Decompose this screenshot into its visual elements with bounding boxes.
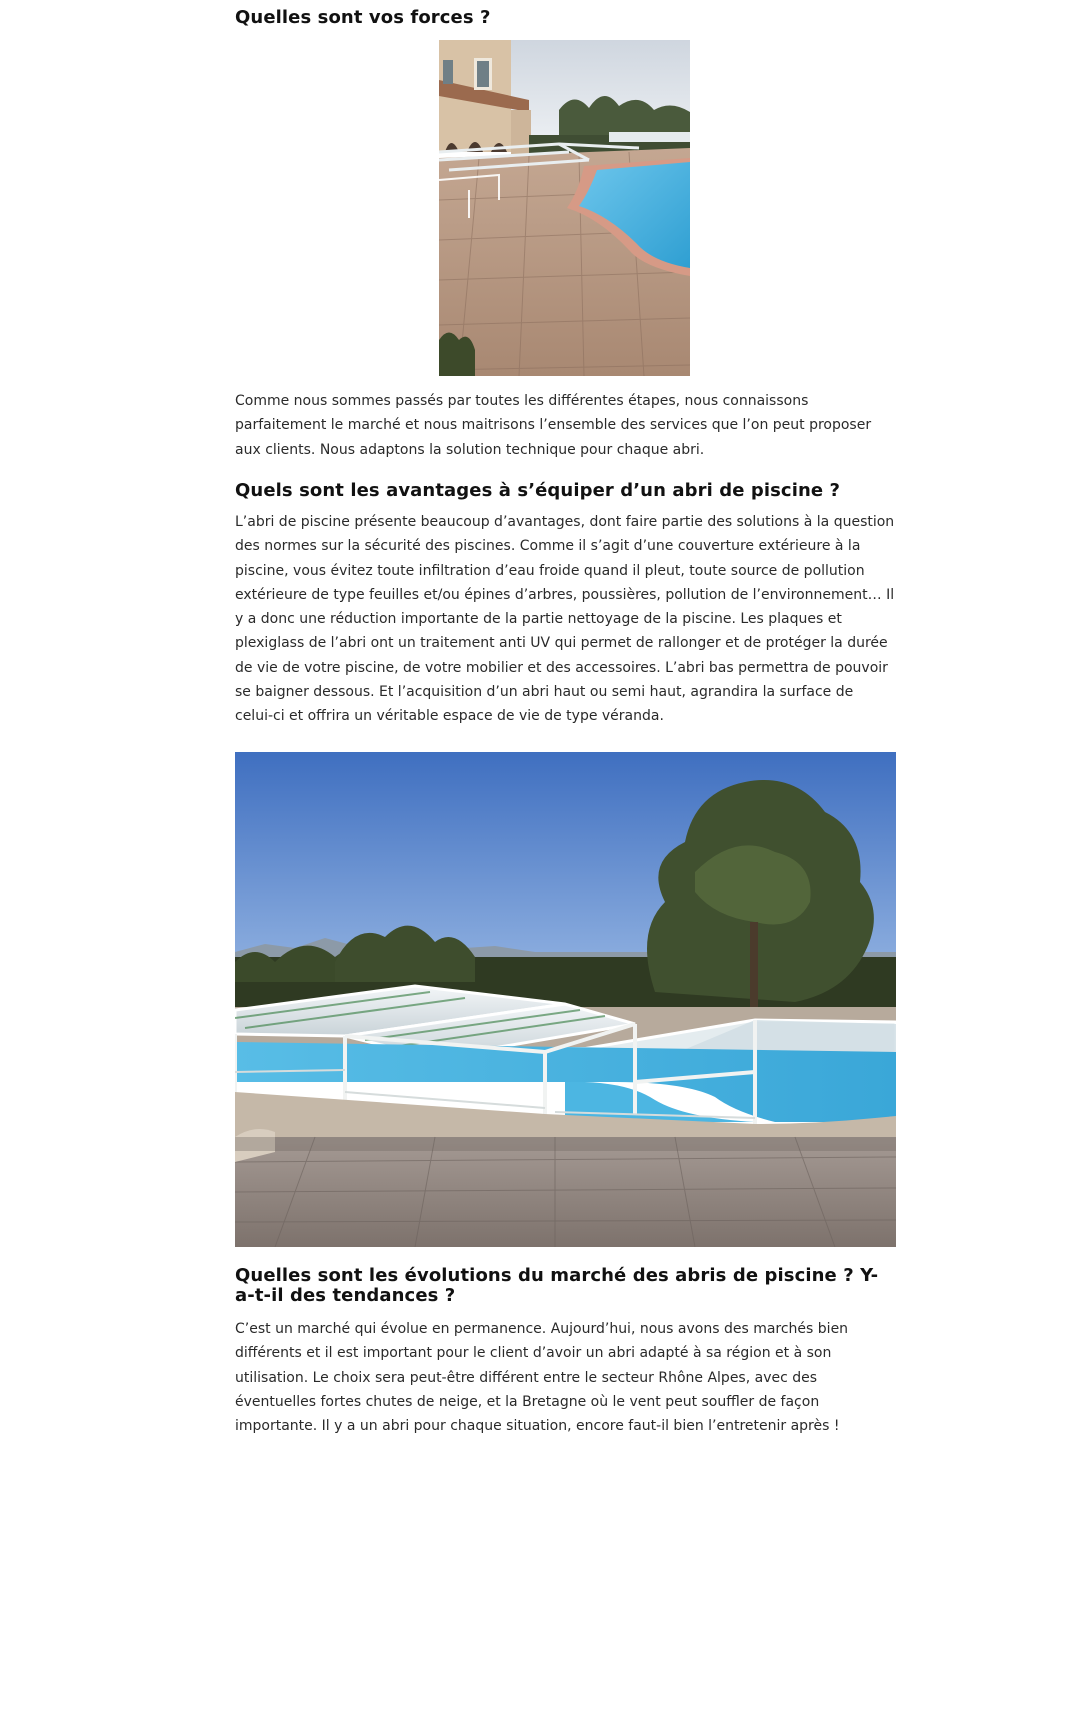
paragraph-evolutions: C’est un marché qui évolue en permanence. Aujourd’hui, nous avons des marchés bien différents et il est important pour le client d’avoir un abri adapté à sa région et à son utilisation. Le choix sera peut-être différent entre le secteur Rhône Alpes, avec des éventuelles fortes chutes de neige, et la Bretagne où le vent peut souffler de façon importante. Il y a un abri pour chaque situation, encore faut-il bien l’entretenir après ! (235, 1321, 849, 1435)
photo-pool-low-shelter (235, 752, 896, 1247)
heading-avantages: Quels sont les avantages à s’équiper d’un abri de piscine ? (235, 480, 841, 501)
paragraph-forces: Comme nous sommes passés par toutes les différentes étapes, nous connaissons parfaitement le marché et nous maitrisons l’ensemble des services que l’on peut proposer aux clients. Nous adaptons la solution technique pour chaque abri. (235, 393, 872, 458)
heading-evolutions: Quelles sont les évolutions du marché des abris de piscine ? Y-a-t-il des tendances ? (235, 1265, 879, 1306)
photo-pool-terrace-open-shelter (439, 40, 690, 376)
heading-forces: Quelles sont vos forces ? (235, 7, 491, 28)
paragraph-avantages: L’abri de piscine présente beaucoup d’avantages, dont faire partie des solutions à la question des normes sur la sécurité des piscines. Comme il s’agit d’une couverture extérieure à la piscine, vous évitez toute infiltration d’eau froide quand il pleut, toute source de pollution extérieure de type feuilles et/ou épines d’arbres, poussières, pollution de l’environnement… Il y a donc une réduction importante de la partie nettoyage de la piscine. Les plaques et plexiglass de l’abri ont un traitement anti UV qui permet de rallonger et de protéger la durée de vie de votre piscine, de votre mobilier et des accessoires. L’abri bas permettra de pouvoir se baigner dessous. Et l’acquisition d’un abri haut ou semi haut, agrandira la surface de celui-ci et offrira un véritable espace de vie de type véranda. (235, 514, 895, 725)
